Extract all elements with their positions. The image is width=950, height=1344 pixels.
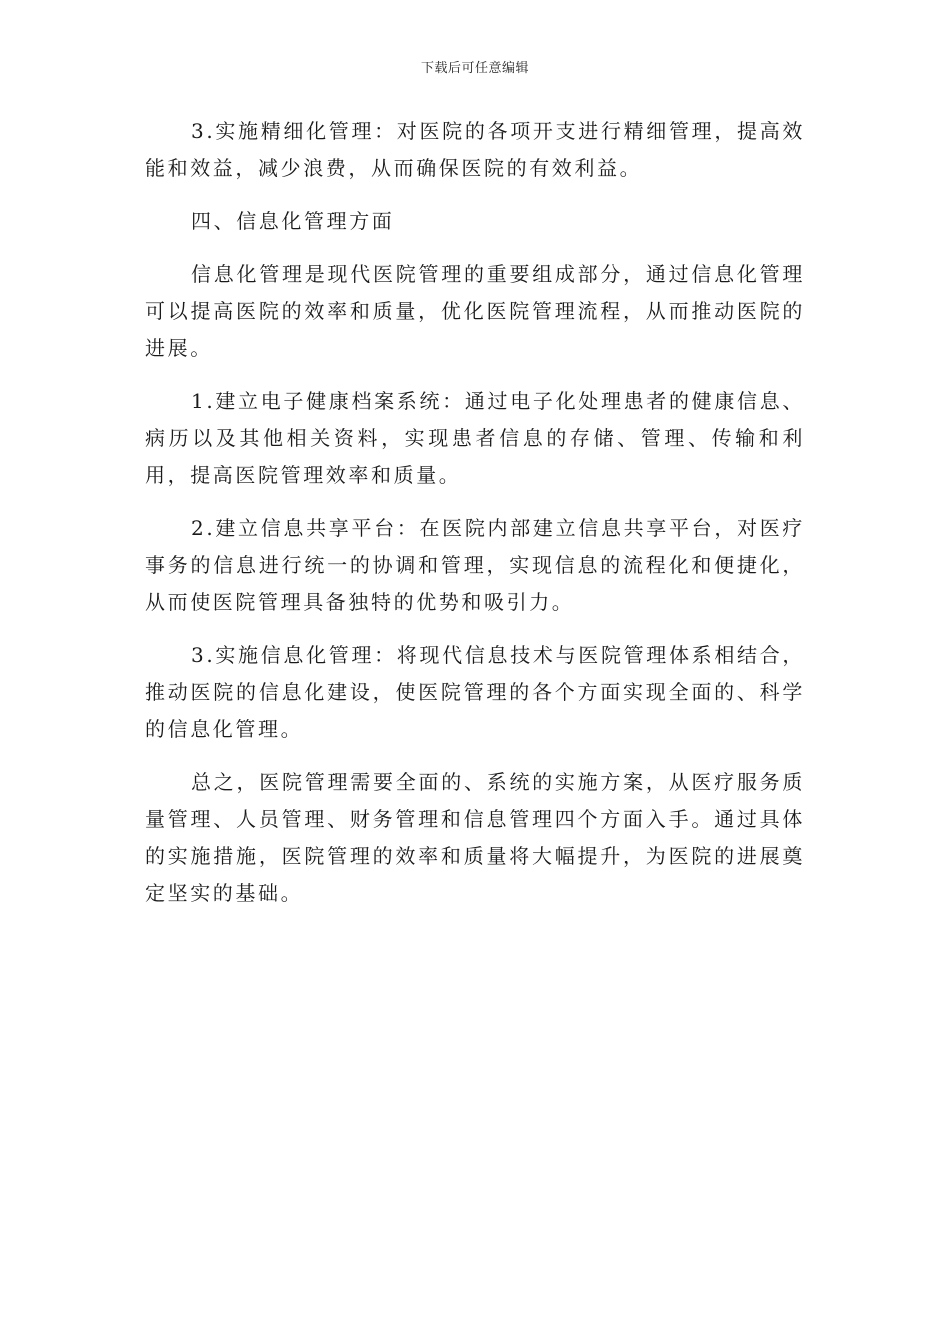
section-heading-informatization: 四、信息化管理方面 — [191, 209, 395, 233]
paragraph-fine-management: 3.实施精细化管理：对医院的各项开支进行精细管理，提高效能和效益，减少浪费，从而确保医院的有效利益。 — [145, 119, 805, 180]
page-header: 下载后可任意编辑 — [420, 61, 529, 76]
paragraph-info-management: 3.实施信息化管理：将现代信息技术与医院管理体系相结合，推动医院的信息化建设，使医院管理的各个方面实现全面的、科学的信息化管理。 — [145, 643, 805, 741]
paragraph-informatization-intro: 信息化管理是现代医院管理的重要组成部分，通过信息化管理可以提高医院的效率和质量，优化医院管理流程，从而推动医院的进展。 — [145, 262, 805, 360]
document-body — [145, 113, 805, 928]
paragraph-conclusion: 总之，医院管理需要全面的、系统的实施方案，从医疗服务质量管理、人员管理、财务管理和信息管理四个方面入手。通过具体的实施措施，医院管理的效率和质量将大幅提升，为医院的进展奠定坚实的基础。 — [145, 770, 805, 905]
paragraph-ehr-system: 1.建立电子健康档案系统：通过电子化处理患者的健康信息、病历以及其他相关资料，实现患者信息的存储、管理、传输和利用，提高医院管理效率和质量。 — [145, 389, 805, 487]
paragraph-info-sharing-platform: 2.建立信息共享平台：在医院内部建立信息共享平台，对医疗事务的信息进行统一的协调和管理，实现信息的流程化和便捷化，从而使医院管理具备独特的优势和吸引力。 — [145, 516, 805, 614]
